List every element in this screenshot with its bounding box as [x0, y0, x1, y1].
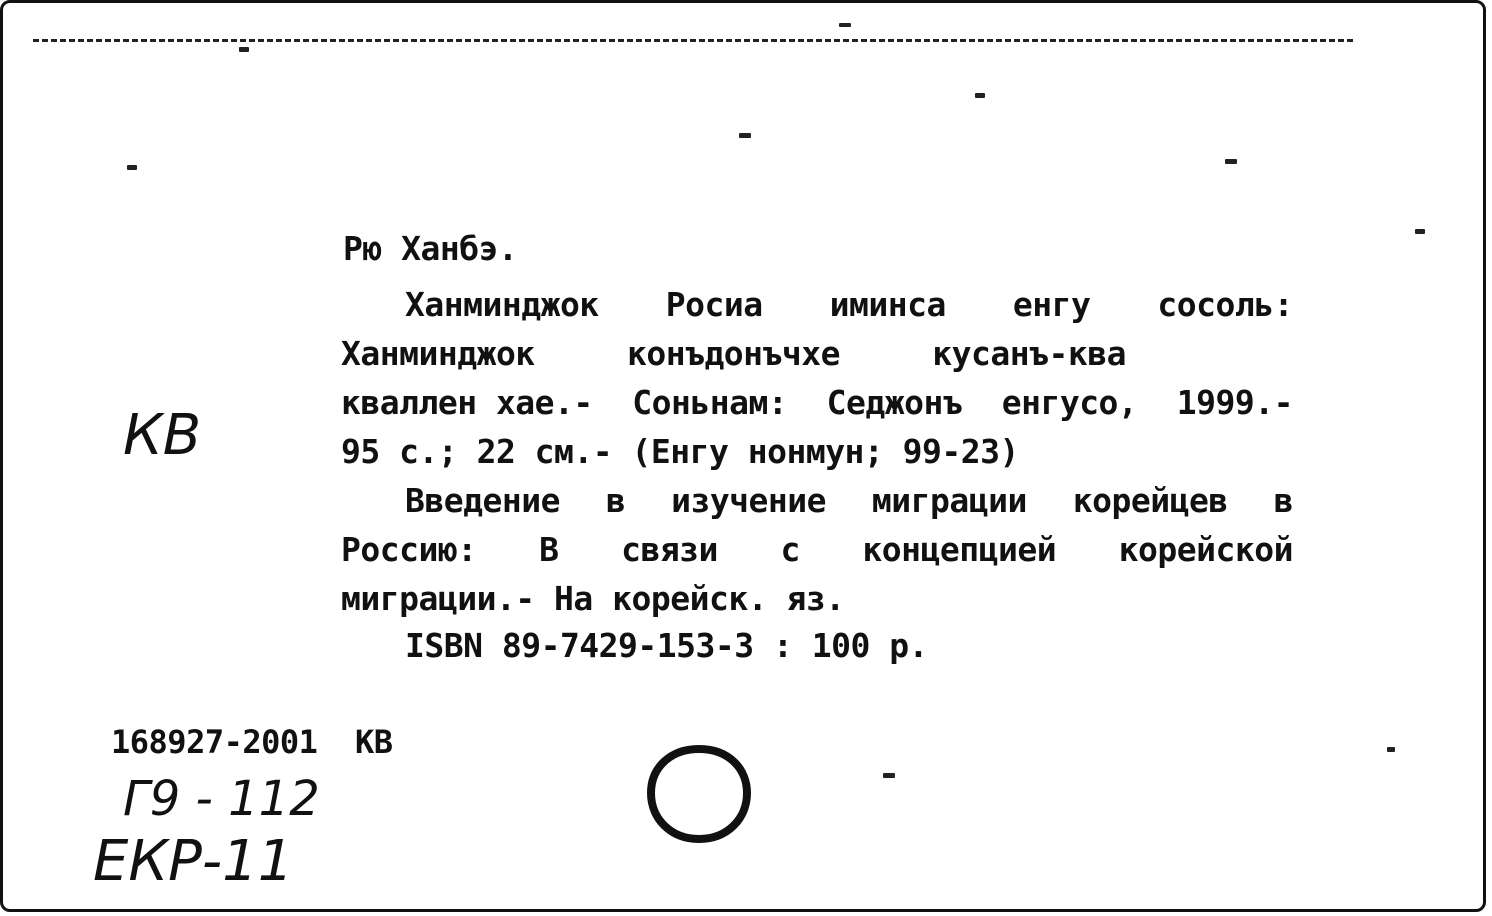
- top-dashed-rule: [33, 39, 1353, 42]
- speck: [1387, 747, 1395, 752]
- speck: [127, 165, 137, 170]
- word: кусанъ-ква: [932, 334, 1126, 373]
- word: сосоль:: [1157, 285, 1293, 324]
- word: енгусо,: [1001, 383, 1138, 422]
- speck: [1415, 229, 1425, 234]
- word: 1999.-: [1176, 383, 1293, 422]
- word: Росиа: [665, 285, 763, 324]
- word: иминса: [829, 285, 946, 324]
- author-heading: Рю Ханбэ.: [343, 229, 518, 268]
- word: с: [780, 530, 800, 569]
- word: конъдонъчхе: [626, 334, 841, 373]
- word: концепцией: [862, 530, 1057, 569]
- handwritten-mark: КВ: [123, 403, 202, 468]
- note-line-1: [341, 476, 1293, 525]
- catalog-number: 168927-2001 КВ: [111, 723, 393, 761]
- word: Седжонъ: [826, 383, 963, 422]
- speck: [1225, 159, 1237, 164]
- word: кваллен хае.-: [341, 383, 593, 422]
- word: В: [539, 530, 559, 569]
- circle-stamp-icon: [643, 741, 755, 845]
- word: корейцев: [1072, 481, 1228, 520]
- word: корейской: [1118, 530, 1293, 569]
- word: связи: [621, 530, 718, 569]
- speck: [883, 773, 895, 778]
- word: енгу: [1012, 285, 1091, 324]
- word: Введение: [405, 481, 560, 520]
- word: миграции: [871, 481, 1027, 520]
- handwritten-call-number-1: Г9 - 112: [123, 771, 320, 827]
- word: Россию:: [341, 530, 477, 569]
- title-line-2: [341, 329, 1126, 378]
- speck: [839, 23, 851, 27]
- word: Ханминджок: [341, 334, 535, 373]
- title-line-3: [341, 378, 1293, 427]
- word: Соньнам:: [632, 383, 788, 422]
- word: Ханминджок: [405, 285, 599, 324]
- collation-line: 95 с.; 22 см.- (Енгу нонмун; 99-23): [341, 432, 1019, 471]
- speck: [239, 47, 249, 52]
- word: в: [1273, 481, 1293, 520]
- speck: [739, 133, 751, 138]
- title-line-1: [341, 280, 1293, 329]
- speck: [975, 93, 985, 98]
- bibliographic-entry: [341, 280, 1293, 623]
- word: изучение: [671, 481, 827, 520]
- isbn-price-line: ISBN 89-7429-153-3 : 100 р.: [405, 626, 928, 665]
- note-line-2: [341, 525, 1293, 574]
- language-note-line: миграции.- На корейск. яз.: [341, 579, 845, 618]
- handwritten-call-number-2: ЕКР-11: [93, 829, 294, 894]
- word: в: [605, 481, 626, 520]
